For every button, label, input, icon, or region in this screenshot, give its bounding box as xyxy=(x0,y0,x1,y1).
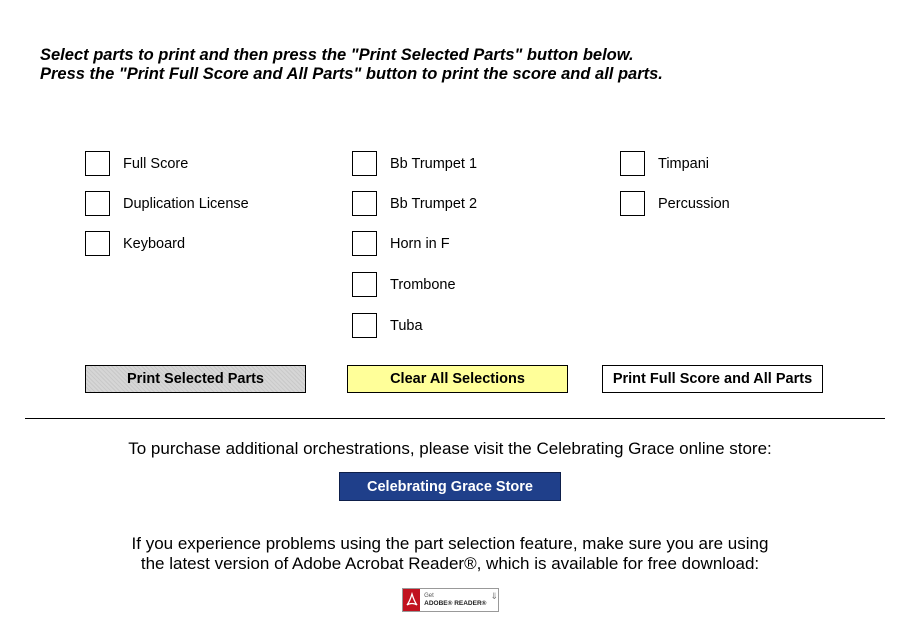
part-percussion[interactable] xyxy=(620,191,730,216)
print-full-score-button[interactable]: Print Full Score and All Parts xyxy=(602,365,823,393)
part-label: Percussion xyxy=(658,195,730,212)
part-duplication-license[interactable] xyxy=(85,191,249,216)
part-bb-trumpet-2[interactable] xyxy=(352,191,477,216)
checkbox[interactable] xyxy=(85,191,110,216)
part-label: Full Score xyxy=(123,155,189,172)
celebrating-grace-store-button[interactable]: Celebrating Grace Store xyxy=(339,472,561,501)
part-label: Timpani xyxy=(658,155,710,172)
checkbox[interactable] xyxy=(352,231,377,256)
problems-text xyxy=(0,534,900,574)
checkbox[interactable] xyxy=(352,151,377,176)
checkbox[interactable] xyxy=(620,151,645,176)
part-tuba[interactable] xyxy=(352,313,423,338)
adobe-reader-icon xyxy=(403,589,420,611)
part-timpani[interactable] xyxy=(620,151,709,176)
part-horn-in-f[interactable] xyxy=(352,231,450,256)
part-label: Bb Trumpet 2 xyxy=(390,195,478,212)
reader-get-label: Get xyxy=(424,593,434,599)
clear-all-selections-button[interactable]: Clear All Selections xyxy=(347,365,568,393)
problems-line-1: If you experience problems using the part selection feature, make sure you are using xyxy=(131,534,769,553)
part-label: Horn in F xyxy=(390,235,450,252)
part-bb-trumpet-1[interactable] xyxy=(352,151,477,176)
part-label: Tuba xyxy=(390,317,423,334)
print-selected-parts-button[interactable]: Print Selected Parts xyxy=(85,365,306,393)
checkbox[interactable] xyxy=(85,151,110,176)
part-label: Keyboard xyxy=(123,235,186,252)
checkbox[interactable] xyxy=(85,231,110,256)
purchase-text: To purchase additional orchestrations, please visit the Celebrating Grace online store: xyxy=(128,439,772,458)
instructions-line-1: Select parts to print and then press the "Print Selected Parts" button below. xyxy=(40,46,634,64)
part-trombone[interactable] xyxy=(352,272,456,297)
instructions xyxy=(40,46,663,84)
reader-badge-text xyxy=(424,592,486,608)
download-arrow-icon: ⇓ xyxy=(490,590,498,601)
divider xyxy=(25,418,885,419)
problems-line-2: the latest version of Adobe Acrobat Reader®, which is available for free download: xyxy=(140,554,760,573)
checkbox[interactable] xyxy=(620,191,645,216)
part-full-score[interactable] xyxy=(85,151,188,176)
checkbox[interactable] xyxy=(352,191,377,216)
get-adobe-reader-link[interactable] xyxy=(402,588,499,612)
part-keyboard[interactable] xyxy=(85,231,185,256)
part-label: Bb Trumpet 1 xyxy=(390,155,478,172)
part-label: Trombone xyxy=(390,276,456,293)
checkbox[interactable] xyxy=(352,272,377,297)
part-label: Duplication License xyxy=(123,195,249,212)
reader-name-label: ADOBE® READER® xyxy=(424,600,487,607)
checkbox[interactable] xyxy=(352,313,377,338)
instructions-line-2: Press the "Print Full Score and All Parts" button to print the score and all parts. xyxy=(40,65,663,83)
